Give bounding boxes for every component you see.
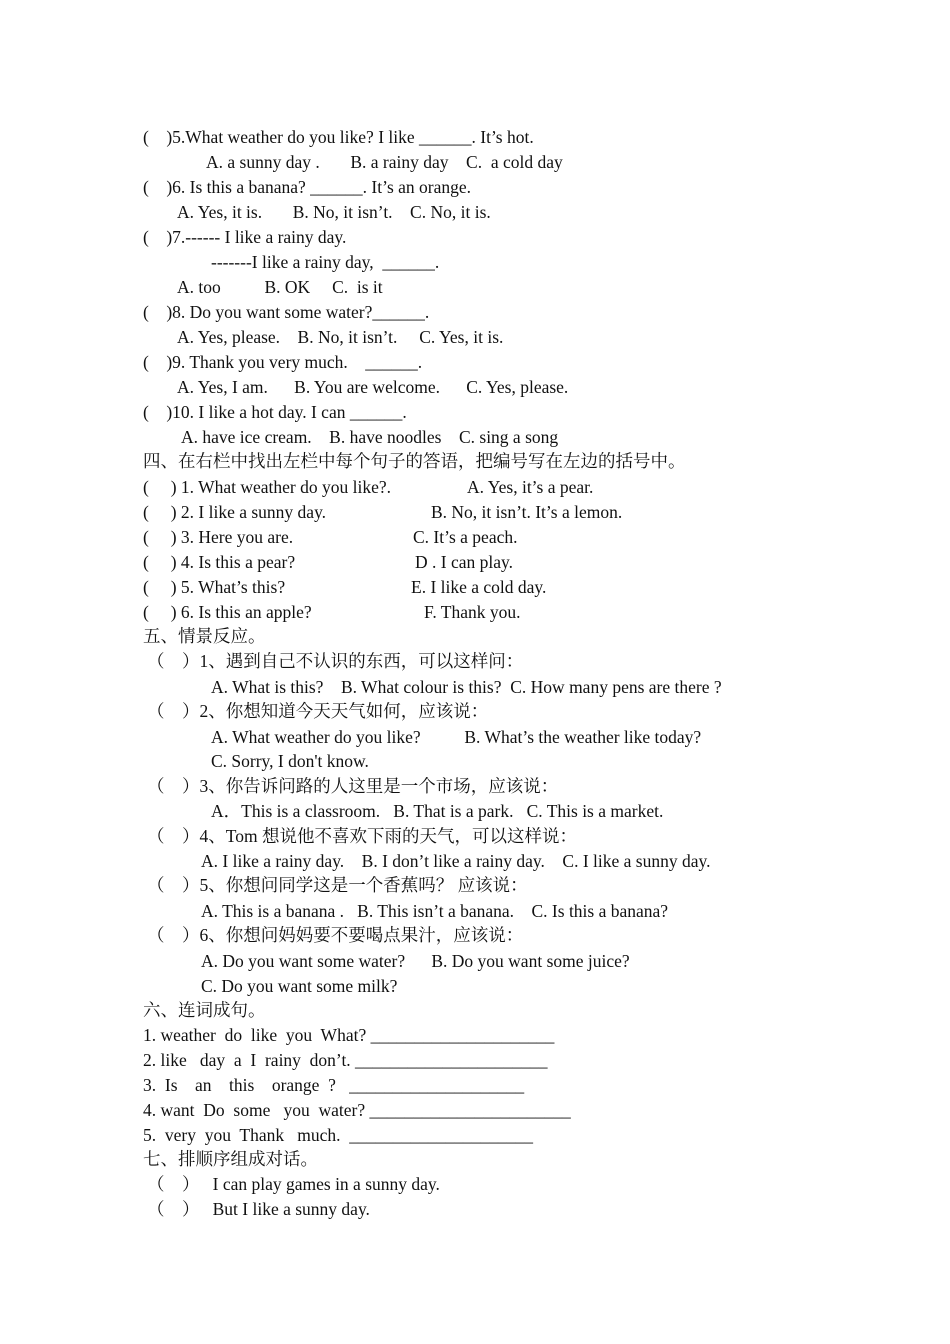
situation-4-options: A. I like a rainy day. B. I don’t like a rainy day. C. I like a sunny day.: [201, 851, 711, 871]
situation-6-options-b: C. Do you want some milk?: [201, 976, 398, 996]
question-8-options: A. Yes, please. B. No, it isn’t. C. Yes, it is.: [177, 327, 504, 347]
situation-5-options: A. This is a banana . B. This isn’t a banana. C. Is this a banana?: [201, 901, 669, 921]
situation-5: （ ）5、你想问同学这是一个香蕉吗？ 应该说：: [147, 875, 528, 895]
match-left-6: ( ) 6. Is this an apple?: [143, 602, 312, 622]
situation-6: （ ）6、你想问妈妈要不要喝点果汁，应该说：: [147, 925, 524, 945]
situation-3-options: A．This is a classroom. B. That is a park. C. This is a market.: [211, 801, 664, 821]
sentence-item-3: 3. Is an this orange ? ____________________: [143, 1075, 525, 1095]
match-right-3: C. It’s a peach.: [413, 527, 518, 547]
sentence-item-1: 1. weather do like you What? _____________________: [143, 1025, 555, 1045]
situation-2-options-b: C. Sorry, I don't know.: [211, 751, 369, 771]
question-10-options: A. have ice cream. B. have noodles C. sing a song: [181, 427, 559, 447]
question-9: ( )9. Thank you very much. ______.: [143, 352, 423, 372]
match-left-2: ( ) 2. I like a sunny day.: [143, 502, 327, 522]
match-left-1: ( ) 1. What weather do you like?.: [143, 477, 391, 497]
question-10: ( )10. I like a hot day. I can ______.: [143, 402, 407, 422]
section-4-title: 四、在右栏中找出左栏中每个句子的答语，把编号写在左边的括号中。: [143, 451, 686, 471]
sentence-item-2: 2. like day a I rainy don’t. ______________________: [143, 1050, 548, 1070]
situation-2-options-a: A. What weather do you like? B. What’s the weather like today?: [211, 727, 702, 747]
match-right-1: A. Yes, it’s a pear.: [467, 477, 594, 497]
match-left-3: ( ) 3. Here you are.: [143, 527, 294, 547]
sentence-item-5: 5. very you Thank much. _____________________: [143, 1125, 533, 1145]
situation-6-options-a: A. Do you want some water? B. Do you want some juice?: [201, 951, 630, 971]
match-left-4: ( ) 4. Is this a pear?: [143, 552, 296, 572]
question-7-reply: -------I like a rainy day, ______.: [211, 252, 440, 272]
match-right-2: B. No, it isn’t. It’s a lemon.: [431, 502, 623, 522]
question-6: ( )6. Is this a banana? ______. It’s an orange.: [143, 177, 472, 197]
situation-4: （ ）4、Tom 想说他不喜欢下雨的天气，可以这样说：: [147, 826, 577, 846]
section-7-title: 七、排顺序组成对话。: [143, 1149, 318, 1169]
question-6-options: A. Yes, it is. B. No, it isn’t. C. No, it is.: [177, 202, 491, 222]
dialogue-item-2: （ ） But I like a sunny day.: [147, 1199, 370, 1219]
question-7-options: A. too B. OK C. is it: [177, 277, 383, 297]
dialogue-item-1: （ ） I can play games in a sunny day.: [147, 1174, 440, 1194]
situation-1-options: A. What is this? B. What colour is this? C. How many pens are there ?: [211, 677, 722, 697]
question-7: ( )7.------ I like a rainy day.: [143, 227, 347, 247]
situation-1: （ ）1、遇到自己不认识的东西，可以这样问：: [147, 651, 524, 671]
section-6-title: 六、连词成句。: [143, 1000, 266, 1020]
situation-2: （ ）2、你想知道今天天气如何，应该说：: [147, 701, 489, 721]
question-9-options: A. Yes, I am. B. You are welcome. C. Yes, please.: [177, 377, 569, 397]
question-5-options: A. a sunny day . B. a rainy day C. a cold day: [206, 152, 563, 172]
situation-3: （ ）3、你告诉问路的人这里是一个市场，应该说：: [147, 776, 559, 796]
match-left-5: ( ) 5. What’s this?: [143, 577, 286, 597]
section-5-title: 五、情景反应。: [143, 626, 266, 646]
match-right-6: F. Thank you.: [424, 602, 521, 622]
match-right-5: E. I like a cold day.: [411, 577, 547, 597]
question-5: ( )5.What weather do you like? I like ______. It’s hot.: [143, 127, 534, 147]
match-right-4: D . I can play.: [415, 552, 513, 572]
question-8: ( )8. Do you want some water?______.: [143, 302, 430, 322]
sentence-item-4: 4. want Do some you water? _______________________: [143, 1100, 571, 1120]
